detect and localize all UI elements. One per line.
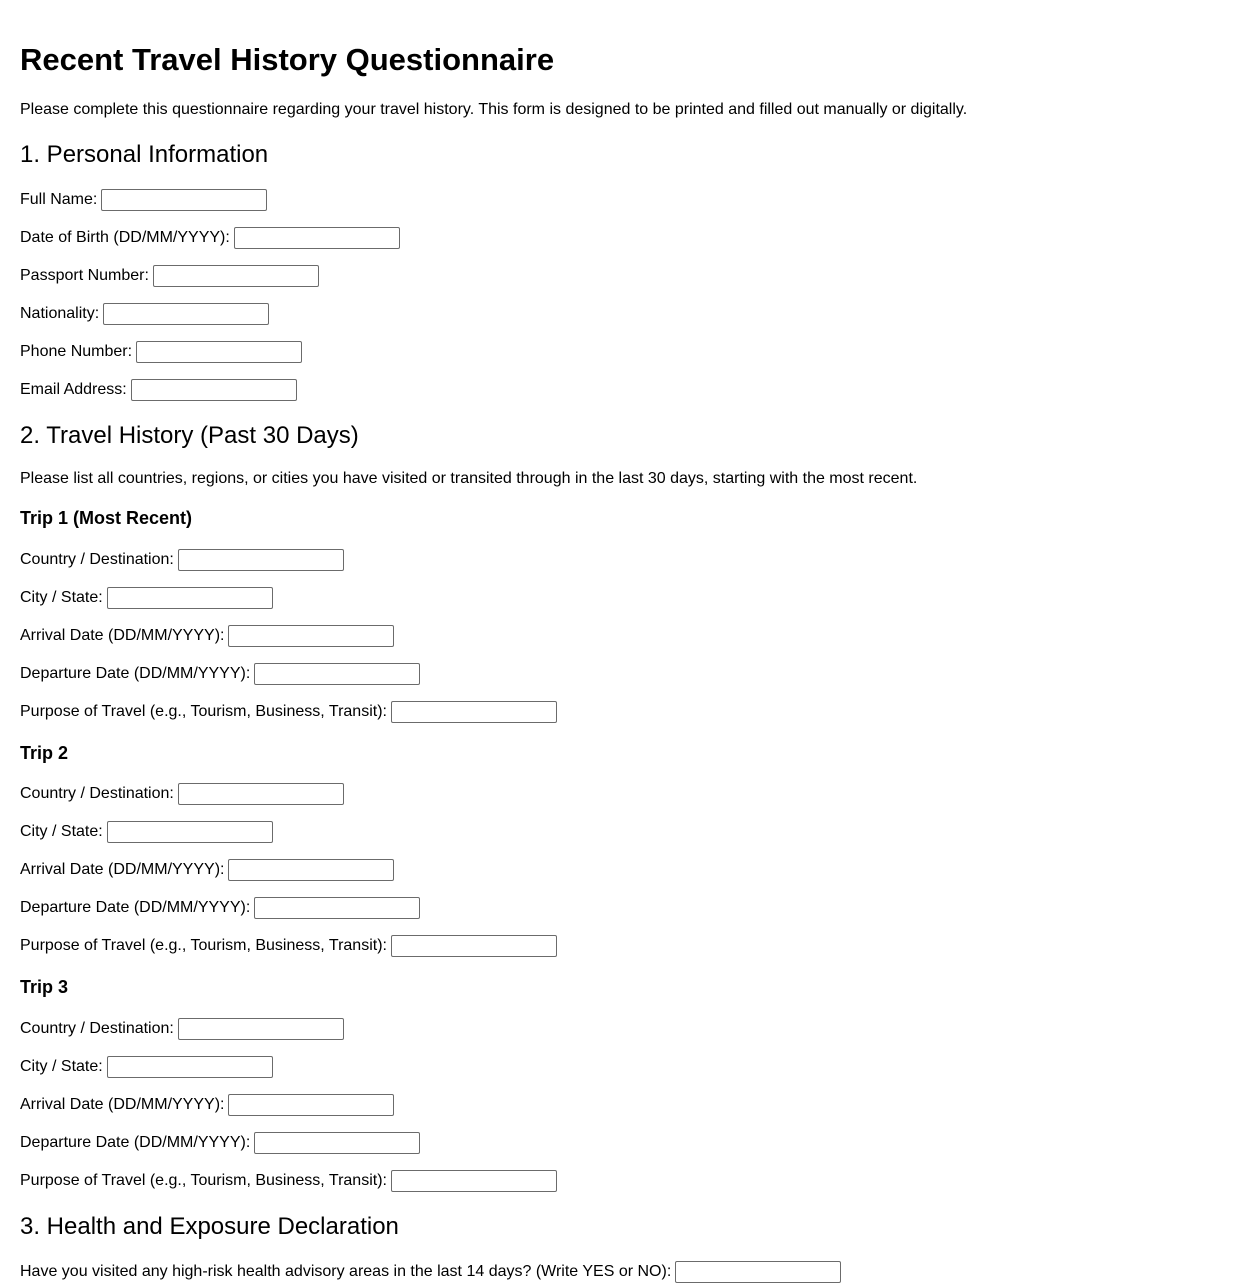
email-address-label: Email Address: <box>20 381 127 398</box>
trip-1-city-input[interactable] <box>107 587 273 609</box>
email-address-row <box>20 379 297 401</box>
trip-1-country-input[interactable] <box>178 549 344 571</box>
trip-2-arrival-input[interactable] <box>228 859 394 881</box>
trip-3-arrival-row <box>20 1094 394 1116</box>
trip-2-departure-input[interactable] <box>254 897 420 919</box>
trip-3-city-row <box>20 1056 273 1078</box>
trip-3-country-input[interactable] <box>178 1018 344 1040</box>
section-travel-history-heading: 2. Travel History (Past 30 Days) <box>20 422 359 449</box>
trip-1-arrival-label: Arrival Date (DD/MM/YYYY): <box>20 627 225 644</box>
full-name-label: Full Name: <box>20 191 98 208</box>
phone-number-label: Phone Number: <box>20 343 133 360</box>
date-of-birth-row <box>20 227 400 249</box>
trip-2-city-row <box>20 821 273 843</box>
trip-3-city-input[interactable] <box>107 1056 273 1078</box>
trip-1-country-row <box>20 549 344 571</box>
trip-1-departure-input[interactable] <box>254 663 420 685</box>
email-address-input[interactable] <box>131 379 297 401</box>
high-risk-areas-input[interactable] <box>675 1261 841 1283</box>
trip-3-departure-label: Departure Date (DD/MM/YYYY): <box>20 1134 251 1151</box>
section-health-declaration-heading: 3. Health and Exposure Declaration <box>20 1213 399 1240</box>
trip-3-purpose-row <box>20 1170 557 1192</box>
trip-2-country-row <box>20 783 344 805</box>
page-title: Recent Travel History Questionnaire <box>20 42 555 77</box>
nationality-input[interactable] <box>103 303 269 325</box>
trip-2-country-input[interactable] <box>178 783 344 805</box>
trip-1-country-label: Country / Destination: <box>20 551 174 568</box>
trip-1-purpose-label: Purpose of Travel (e.g., Tourism, Business, Transit): <box>20 703 387 720</box>
date-of-birth-input[interactable] <box>234 227 400 249</box>
trip-2-purpose-input[interactable] <box>391 935 557 957</box>
trip-2-arrival-label: Arrival Date (DD/MM/YYYY): <box>20 861 225 878</box>
trip-2-heading: Trip 2 <box>20 743 69 763</box>
nationality-label: Nationality: <box>20 305 100 322</box>
trip-1-departure-row <box>20 663 420 685</box>
trip-2-arrival-row <box>20 859 394 881</box>
trip-3-departure-input[interactable] <box>254 1132 420 1154</box>
trip-3-arrival-input[interactable] <box>228 1094 394 1116</box>
date-of-birth-label: Date of Birth (DD/MM/YYYY): <box>20 229 230 246</box>
trip-3-purpose-input[interactable] <box>391 1170 557 1192</box>
nationality-row <box>20 303 269 325</box>
trip-1-heading: Trip 1 (Most Recent) <box>20 508 193 528</box>
trip-1-city-label: City / State: <box>20 589 103 606</box>
phone-number-row <box>20 341 302 363</box>
travel-history-instructions: Please list all countries, regions, or cities you have visited or transited through in the last 30 days, starting with the most recent. <box>20 470 918 487</box>
trip-3-purpose-label: Purpose of Travel (e.g., Tourism, Business, Transit): <box>20 1172 387 1189</box>
passport-number-label: Passport Number: <box>20 267 149 284</box>
passport-number-row <box>20 265 319 287</box>
phone-number-input[interactable] <box>136 341 302 363</box>
trip-1-arrival-input[interactable] <box>228 625 394 647</box>
trip-2-city-input[interactable] <box>107 821 273 843</box>
full-name-row <box>20 189 267 211</box>
trip-2-country-label: Country / Destination: <box>20 785 174 802</box>
trip-3-country-label: Country / Destination: <box>20 1020 174 1037</box>
high-risk-areas-label: Have you visited any high-risk health advisory areas in the last 14 days? (Write YES or NO): <box>20 1263 672 1280</box>
trip-2-city-label: City / State: <box>20 823 103 840</box>
passport-number-input[interactable] <box>153 265 319 287</box>
trip-2-purpose-label: Purpose of Travel (e.g., Tourism, Business, Transit): <box>20 937 387 954</box>
trip-1-departure-label: Departure Date (DD/MM/YYYY): <box>20 665 251 682</box>
trip-1-arrival-row <box>20 625 394 647</box>
trip-3-city-label: City / State: <box>20 1058 103 1075</box>
trip-2-purpose-row <box>20 935 557 957</box>
trip-2-departure-label: Departure Date (DD/MM/YYYY): <box>20 899 251 916</box>
section-personal-information-heading: 1. Personal Information <box>20 141 269 168</box>
trip-3-country-row <box>20 1018 344 1040</box>
full-name-input[interactable] <box>101 189 267 211</box>
high-risk-areas-row <box>20 1261 841 1283</box>
trip-1-city-row <box>20 587 273 609</box>
trip-1-purpose-input[interactable] <box>391 701 557 723</box>
intro-text: Please complete this questionnaire regarding your travel history. This form is designed to be printed and filled out manually or digitally. <box>20 101 968 118</box>
trip-1-purpose-row <box>20 701 557 723</box>
trip-3-heading: Trip 3 <box>20 977 69 997</box>
trip-2-departure-row <box>20 897 420 919</box>
trip-3-arrival-label: Arrival Date (DD/MM/YYYY): <box>20 1096 225 1113</box>
trip-3-departure-row <box>20 1132 420 1154</box>
